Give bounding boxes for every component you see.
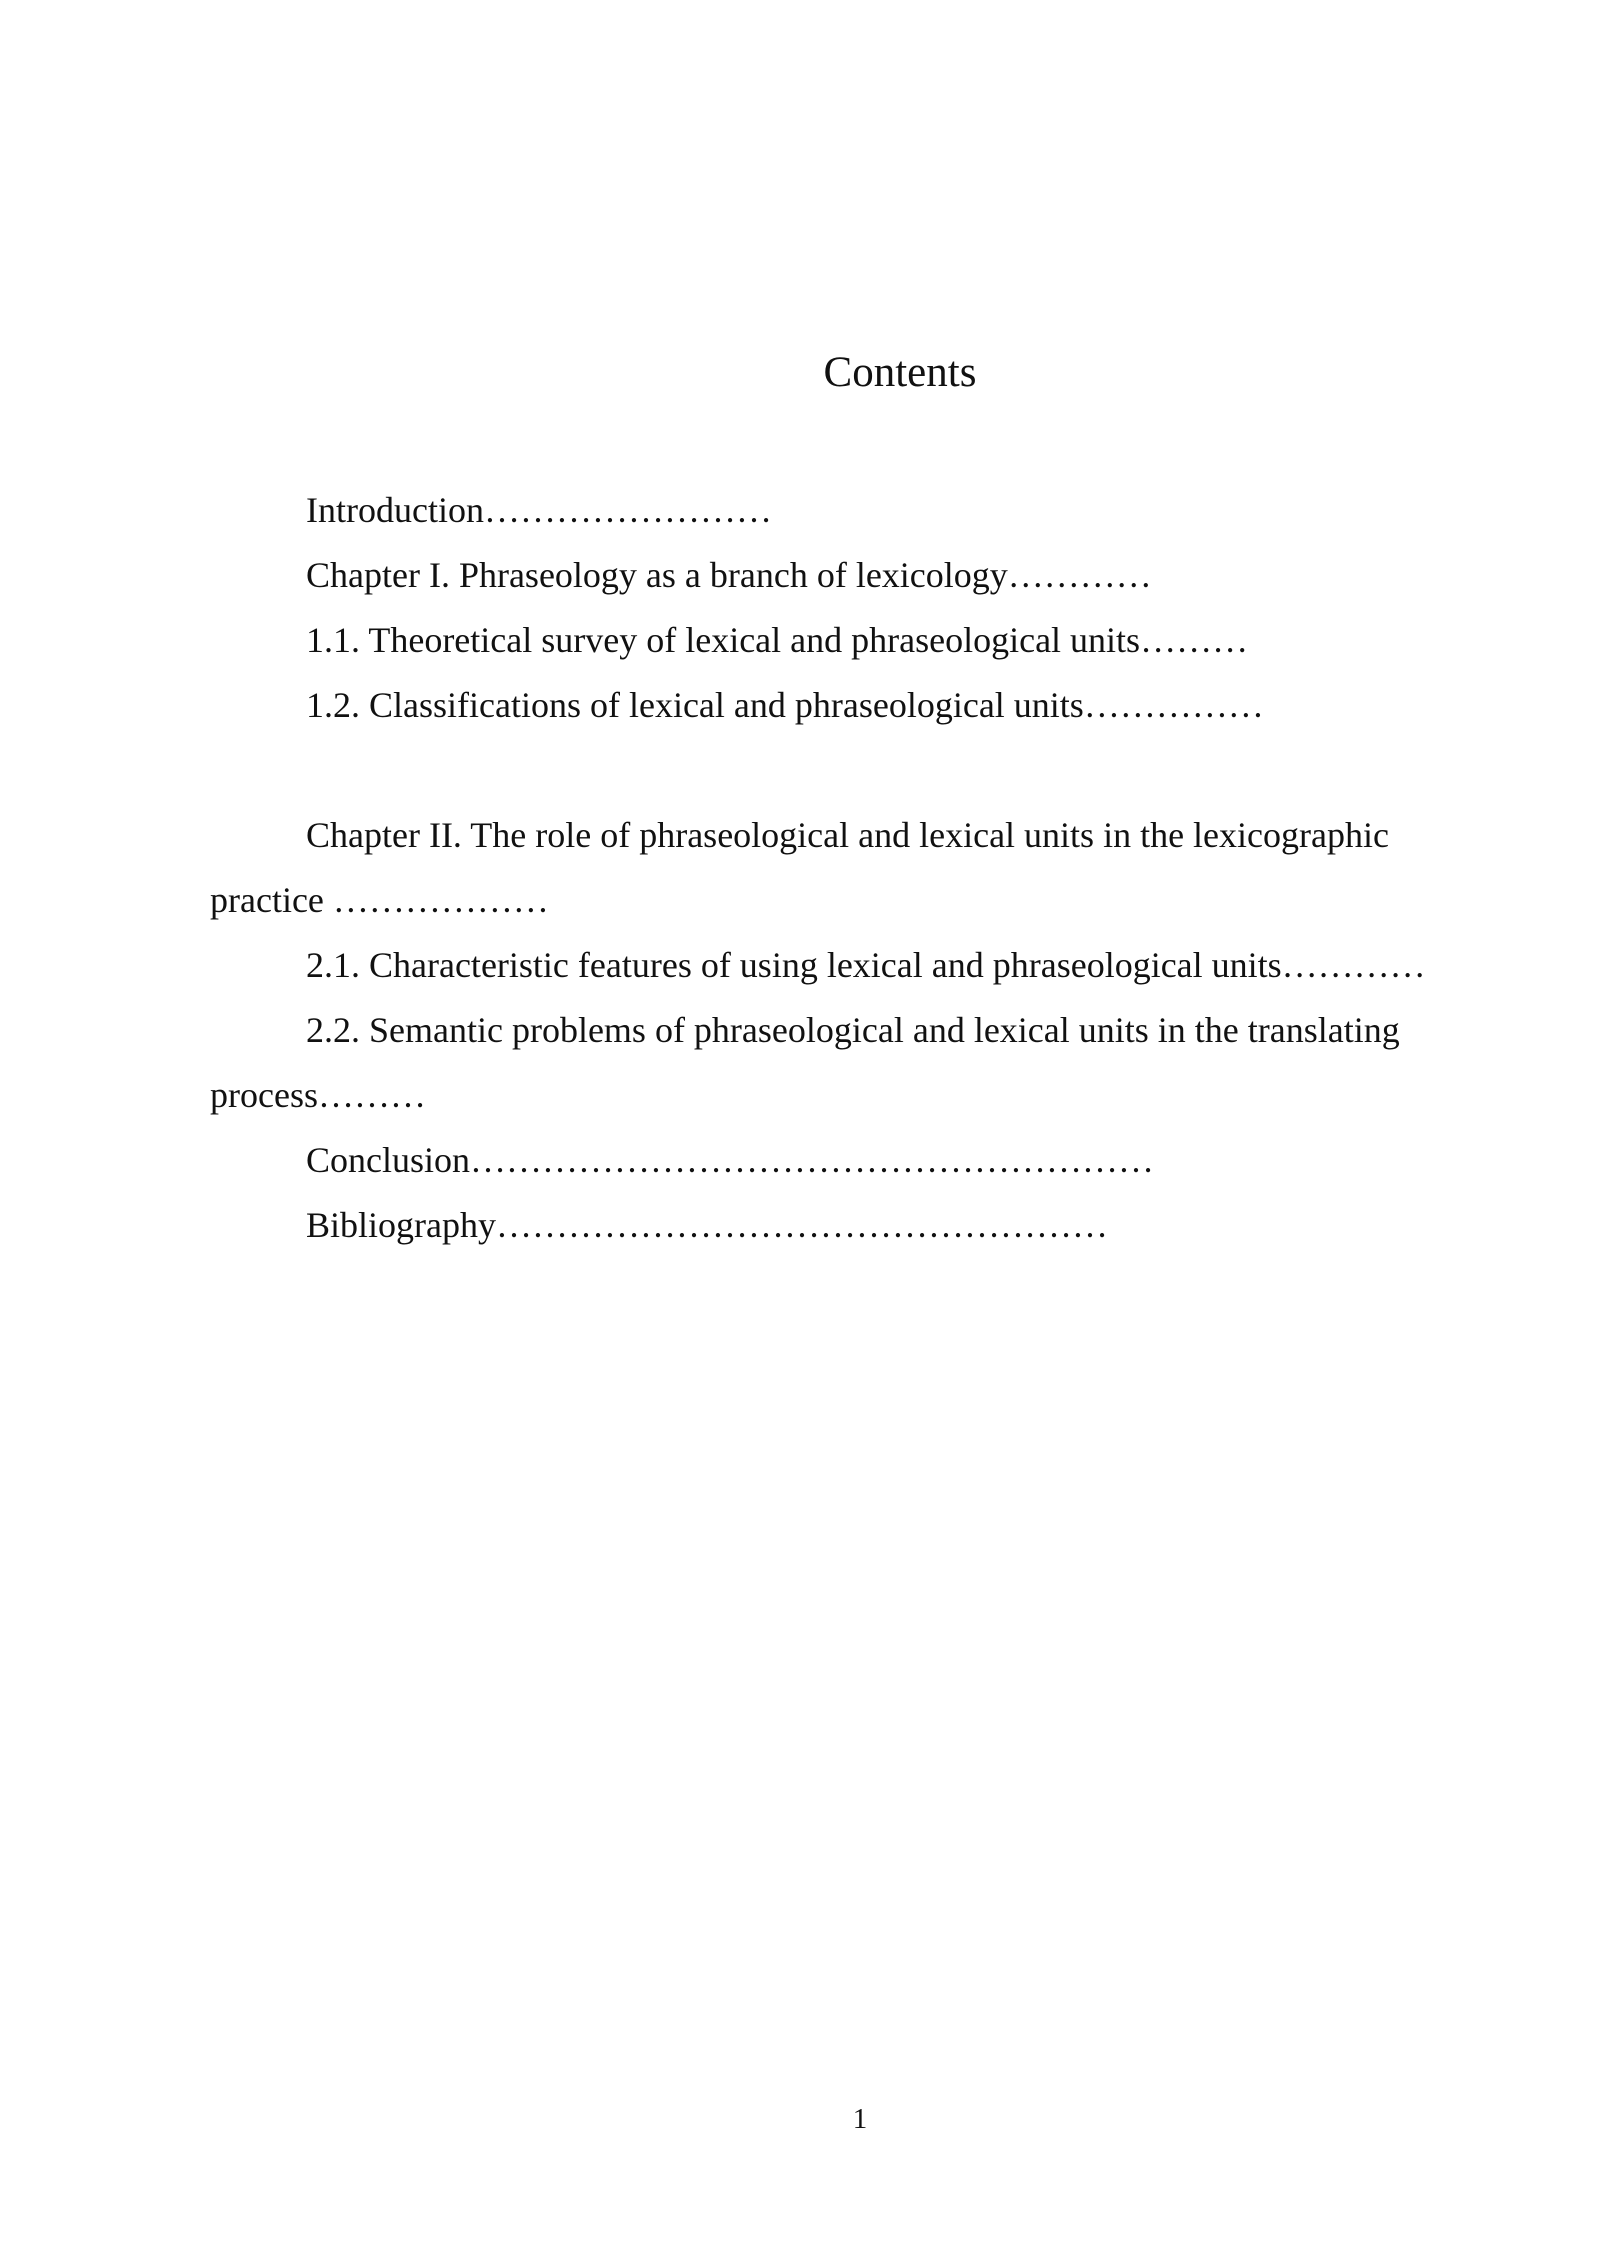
page-number: 1 <box>852 2103 868 2135</box>
toc-entry-chapter-2: Chapter II. The role of phraseological and lexical units in the lexicographic <box>306 815 1389 855</box>
toc-entry-introduction: Introduction…………………… <box>306 490 772 530</box>
page-title: Contents <box>823 349 977 396</box>
toc-entry-bibliography: Bibliography…………………………………………… <box>306 1205 1108 1245</box>
toc-entry-chapter-2-continuation: practice ……………… <box>210 880 549 920</box>
toc-entry-conclusion: Conclusion………………………………………………… <box>306 1140 1155 1180</box>
toc-entry-section-1-1: 1.1. Theoretical survey of lexical and phraseological units……… <box>306 620 1249 660</box>
toc-entry-section-1-2: 1.2. Classifications of lexical and phraseological units…………… <box>306 685 1264 725</box>
toc-entry-section-2-2: 2.2. Semantic problems of phraseological and lexical units in the translating <box>306 1010 1400 1050</box>
toc-entry-section-2-1: 2.1. Characteristic features of using lexical and phraseological units………… <box>306 945 1426 985</box>
toc-entry-chapter-1: Chapter I. Phraseology as a branch of lexicology………… <box>306 555 1152 595</box>
toc-entry-section-2-2-continuation: process……… <box>210 1075 426 1115</box>
